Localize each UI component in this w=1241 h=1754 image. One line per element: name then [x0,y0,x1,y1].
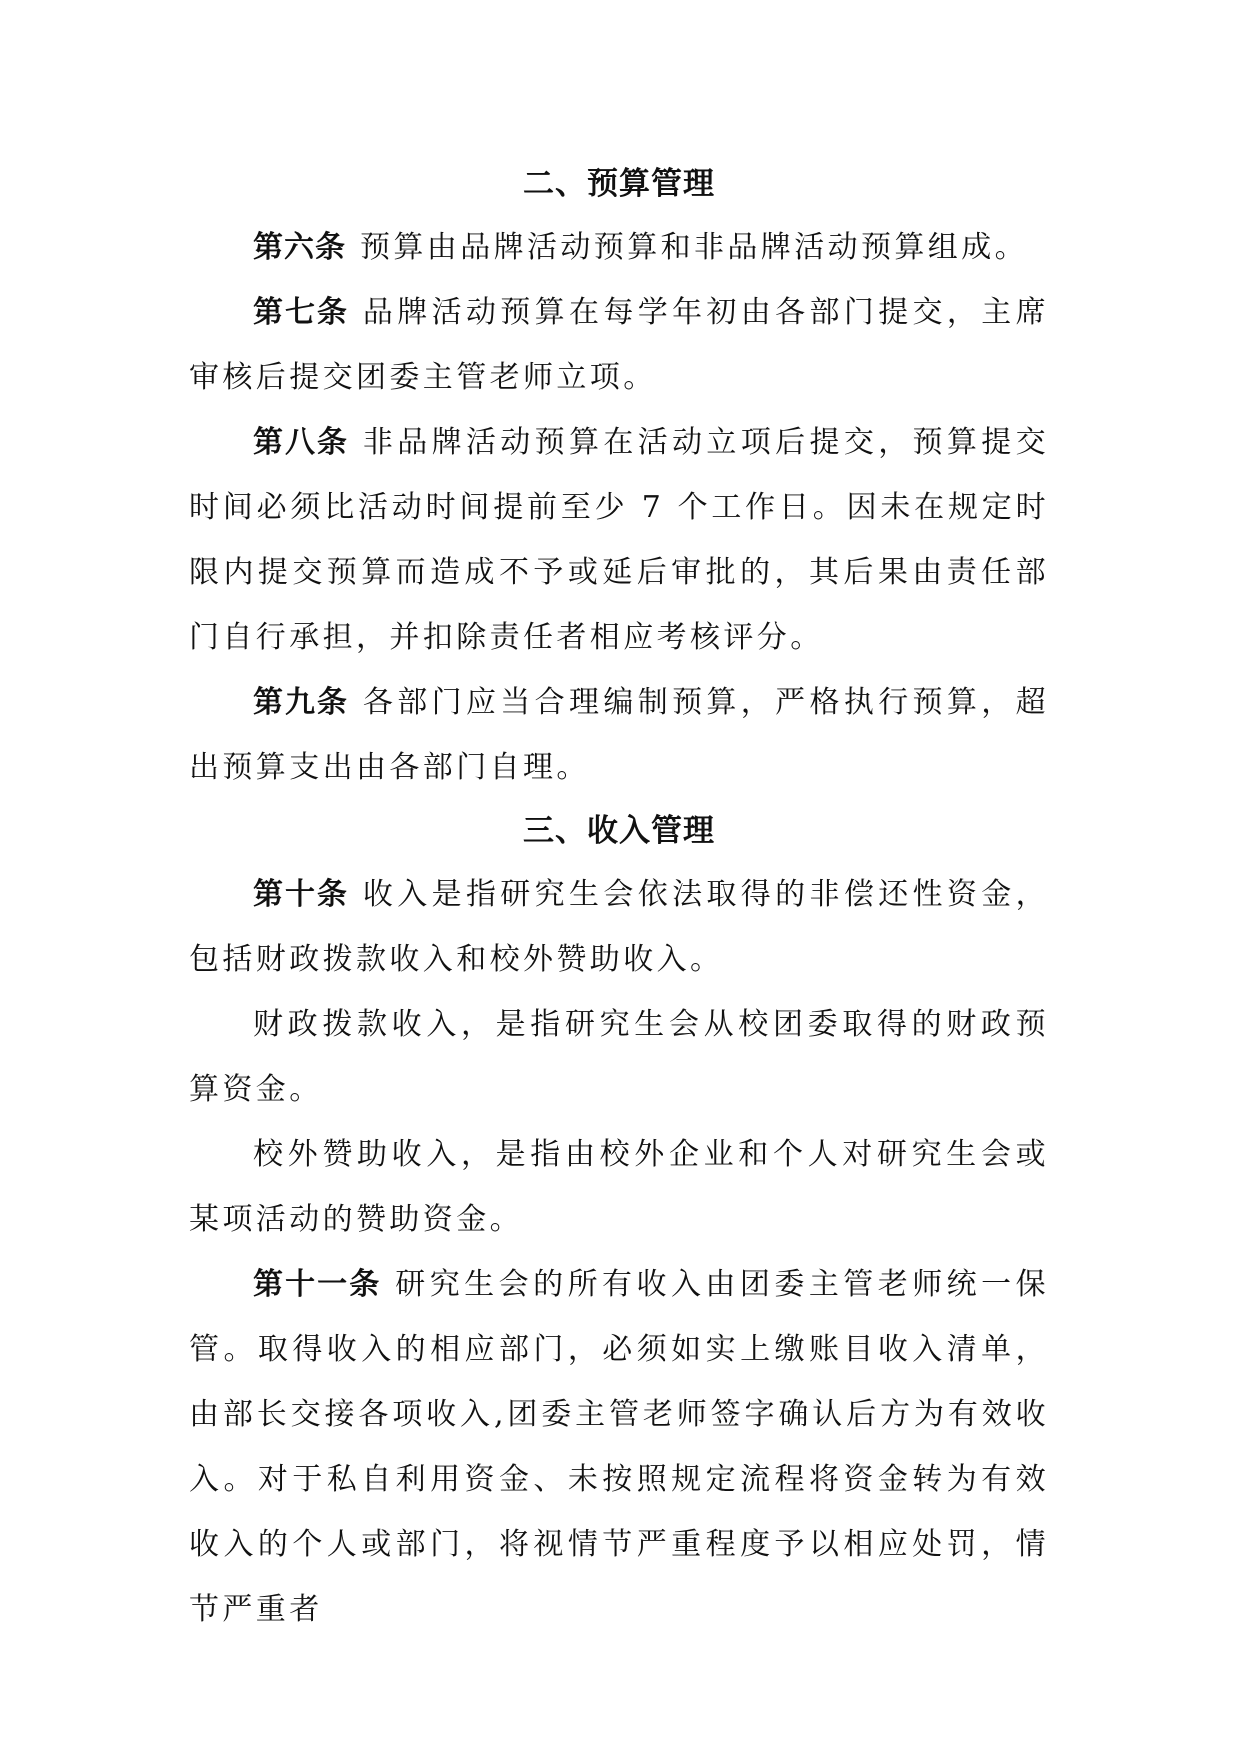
article-label: 第七条 [253,295,349,330]
article-label: 第九条 [253,685,349,720]
article-9 [189,670,1049,800]
article-8 [189,410,1049,670]
article-text: 品牌活动预算在每学年初由各部门提交，主席审核后提交团委主管老师立项。 [189,295,1050,395]
article-7 [189,280,1049,410]
article-label: 第十条 [253,877,349,912]
article-label: 第六条 [253,230,346,265]
article-11 [189,1252,1049,1642]
article-10 [189,862,1049,992]
document-body [189,153,1049,1642]
article-text: 研究生会的所有收入由团委主管老师统一保管。取得收入的相应部门，必须如实上缴账目收入清单，由部长交接各项收入,团委主管老师签字确认后方为有效收入。对于私自利用资金、未按照规定流程将资金转为有效收入的个人或部门，将视情节严重程度予以相应处罚，情节严重者 [189,1267,1050,1627]
paragraph-sponsor-income: 校外赞助收入，是指由校外企业和个人对研究生会或某项活动的赞助资金。 [189,1137,1049,1237]
article-text: 预算由品牌活动预算和非品牌活动预算组成。 [360,230,1028,265]
article-label: 第八条 [253,425,349,460]
paragraph-fiscal-income: 财政拨款收入，是指研究生会从校团委取得的财政预算资金。 [189,1007,1049,1107]
article-text: 各部门应当合理编制预算，严格执行预算，超出预算支出由各部门自理。 [189,685,1050,785]
article-text: 收入是指研究生会依法取得的非偿还性资金，包括财政拨款收入和校外赞助收入。 [189,877,1050,977]
article-text: 非品牌活动预算在活动立项后提交，预算提交时间必须比活动时间提前至少 7 个工作日。因未在规定时限内提交预算而造成不予或延后审批的，其后果由责任部门自行承担，并扣除责任者相应考核评分。 [189,425,1050,655]
section-heading-income: 三、收入管理 [523,813,715,849]
article-6 [189,215,1049,280]
article-label: 第十一条 [253,1267,382,1302]
section-heading-budget: 二、预算管理 [523,166,715,202]
